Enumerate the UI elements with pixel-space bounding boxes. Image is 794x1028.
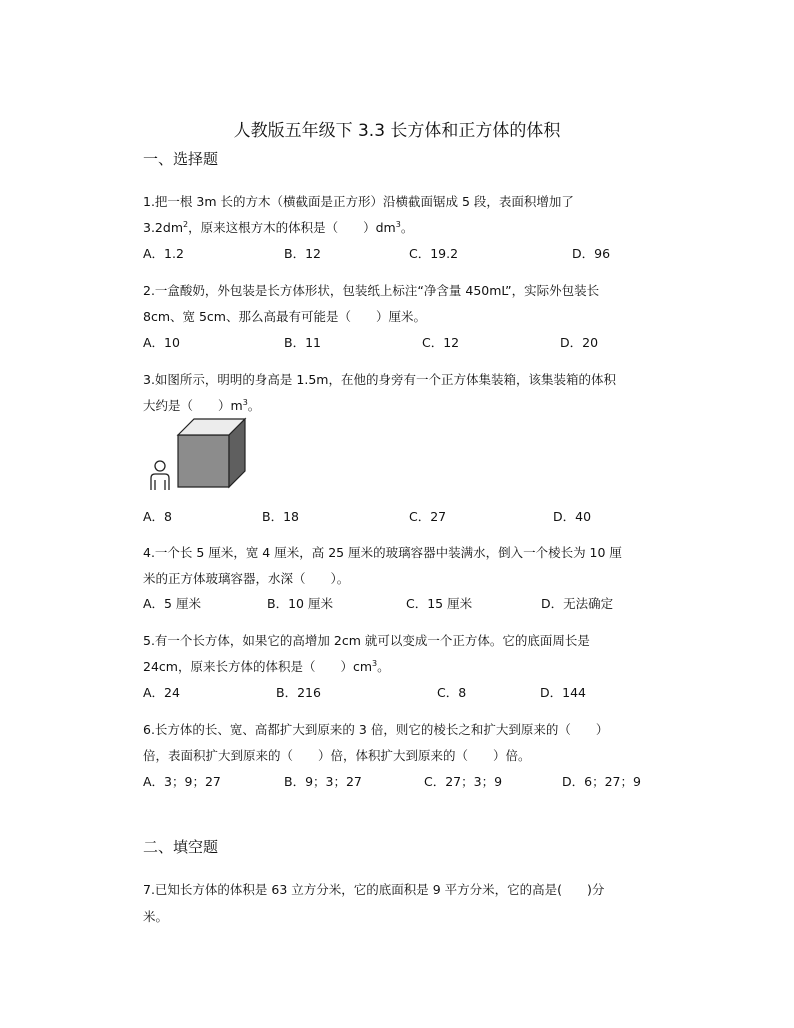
- question-5-option-d: D．144: [540, 685, 586, 700]
- question-5-option-b: B．216: [276, 685, 321, 700]
- question-1-option-b: B．12: [284, 246, 321, 261]
- question-5-line-2: 24cm，原来长方体的体积是（ ）$cm^3$。: [143, 658, 390, 674]
- section-heading-fill-blank: 二、填空题: [143, 838, 219, 856]
- question-4-option-d: D．无法确定: [541, 596, 614, 611]
- question-5-option-a: A．24: [143, 685, 180, 700]
- question-3-line-2: 大约是（ ）$m^3$。: [143, 397, 261, 413]
- question-7-line-1: 7.已知长方体的体积是 63 立方分米，它的底面积是 9 平方分米，它的高是( )分: [143, 882, 605, 897]
- cube-container-icon: [178, 419, 245, 487]
- question-4-option-c: C．15 厘米: [406, 596, 473, 611]
- container-figure: [140, 412, 255, 494]
- question-3-option-c: C．27: [409, 509, 447, 524]
- question-1-option-c: C．19.2: [409, 246, 459, 261]
- question-6-option-d: D．6；27；9: [562, 774, 641, 789]
- section-heading-choice: 一、选择题: [143, 150, 219, 168]
- question-1-option-a: A．1.2: [143, 246, 184, 261]
- question-6-option-a: A．3；9；27: [143, 774, 221, 789]
- question-2-option-a: A．10: [143, 335, 180, 350]
- question-2-line-1: 2.一盒酸奶，外包装是长方体形状，包装纸上标注“净含量 450mL”，实际外包装长: [143, 283, 600, 298]
- person-icon: [151, 461, 169, 490]
- question-2-option-b: B．11: [284, 335, 321, 350]
- question-6-line-1: 6.长方体的长、宽、高都扩大到原来的 3 倍，则它的棱长之和扩大到原来的（ ）: [143, 722, 609, 737]
- page-title: 人教版五年级下 3.3 长方体和正方体的体积: [233, 121, 561, 141]
- question-3-option-b: B．18: [262, 509, 299, 524]
- question-4-line-1: 4.一个长 5 厘米，宽 4 厘米，高 25 厘米的玻璃容器中装满水，倒入一个棱长为 10 厘: [143, 545, 622, 560]
- question-5-line-1: 5.有一个长方体，如果它的高增加 2cm 就可以变成一个正方体。它的底面周长是: [143, 633, 590, 648]
- question-2-line-2: 8cm、宽 5cm、那么高最有可能是（ ）厘米。: [143, 309, 426, 324]
- question-3-option-d: D．40: [553, 509, 592, 524]
- question-7-line-2: 米。: [143, 909, 169, 924]
- question-6-option-c: C．27；3；9: [424, 774, 503, 789]
- question-1-line-1: 1.把一根 3m 长的方木（横截面是正方形）沿横截面锯成 5 段，表面积增加了: [143, 194, 574, 209]
- question-2-option-d: D．20: [560, 335, 599, 350]
- question-2-option-c: C．12: [422, 335, 460, 350]
- question-4-line-2: 米的正方体玻璃容器，水深（ ）。: [143, 571, 350, 586]
- question-5-option-c: C．8: [437, 685, 467, 700]
- question-3-line-1: 3.如图所示，明明的身高是 1.5m，在他的身旁有一个正方体集装箱，该集装箱的体积: [143, 372, 616, 387]
- question-4-option-b: B．10 厘米: [267, 596, 333, 611]
- question-6-line-2: 倍，表面积扩大到原来的（ ）倍，体积扩大到原来的（ ）倍。: [143, 748, 531, 763]
- question-3-option-a: A．8: [143, 509, 173, 524]
- question-6-option-b: B．9；3；27: [284, 774, 362, 789]
- question-4-option-a: A．5 厘米: [143, 596, 201, 611]
- question-1-line-2: $3.2dm^2$，原来这根方木的体积是（ ）$dm^3$。: [143, 219, 414, 235]
- question-1-option-d: D．96: [572, 246, 611, 261]
